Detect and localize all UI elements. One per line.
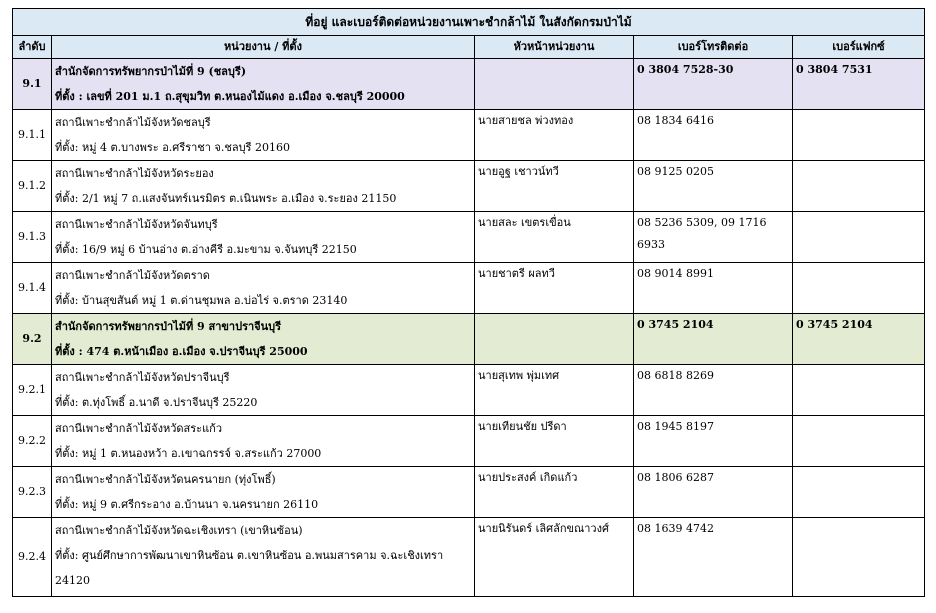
head-cell: นายสุเทพ พุ่มเทศ xyxy=(475,365,634,416)
header-phone: เบอร์โทรติดต่อ xyxy=(634,36,793,59)
header-unit: หน่วยงาน / ที่ตั้ง xyxy=(52,36,475,59)
table-row xyxy=(13,212,925,263)
phone-cell: 08 9125 0205 xyxy=(634,161,793,212)
header-seq: ลำดับ xyxy=(13,36,52,59)
head-cell: นายสายชล พ่วงทอง xyxy=(475,110,634,161)
table-row xyxy=(13,110,925,161)
head-cell: นายเทียนชัย ปรีดา xyxy=(475,416,634,467)
head-cell: นายประสงค์ เกิดแก้ว xyxy=(475,467,634,518)
unit-address: ที่ตั้ง : 474 ต.หน้าเมือง อ.เมือง จ.ปราจีนบุรี 25000 xyxy=(55,345,308,358)
table-title: ที่อยู่ และเบอร์ติดต่อหน่วยงานเพาะชำกล้าไม้ ในสังกัดกรมป่าไม้ xyxy=(13,9,925,36)
unit-name: สถานีเพาะชำกล้าไม้จังหวัดฉะเชิงเทรา (เขาหินซ้อน) xyxy=(55,524,303,537)
row-number: 9.1.3 xyxy=(13,212,52,263)
head-cell: นายอูฐ เชาวน์ทวี xyxy=(475,161,634,212)
table-row xyxy=(13,467,925,518)
header-head: หัวหน้าหน่วยงาน xyxy=(475,36,634,59)
unit-name: สถานีเพาะชำกล้าไม้จังหวัดชลบุรี xyxy=(55,116,211,129)
table-row xyxy=(13,365,925,416)
phone-cell: 08 6818 8269 xyxy=(634,365,793,416)
unit-cell xyxy=(52,263,475,314)
table-row xyxy=(13,263,925,314)
fax-cell xyxy=(793,467,925,518)
unit-name: สำนักจัดการทรัพยากรป่าไม้ที่ 9 (ชลบุรี) xyxy=(55,65,247,78)
table-row xyxy=(13,518,925,597)
table-row-office xyxy=(13,59,925,110)
unit-name: สถานีเพาะชำกล้าไม้จังหวัดปราจีนบุรี xyxy=(55,371,230,384)
phone-cell: 08 1834 6416 xyxy=(634,110,793,161)
unit-cell xyxy=(52,416,475,467)
head-cell: นายสละ เขตรเขื่อน xyxy=(475,212,634,263)
fax-cell xyxy=(793,212,925,263)
phone-cell: 08 5236 5309, 09 1716 6933 xyxy=(634,212,793,263)
head-cell: นายชาตรี ผลทวี xyxy=(475,263,634,314)
table-row xyxy=(13,416,925,467)
unit-address: ที่ตั้ง: 16/9 หมู่ 6 บ้านอ่าง ต.อ่างคีรี อ.มะขาม จ.จันทบุรี 22150 xyxy=(55,243,357,256)
fax-cell: 0 3745 2104 xyxy=(793,314,925,365)
unit-cell xyxy=(52,59,475,110)
fax-cell xyxy=(793,416,925,467)
row-number: 9.2.1 xyxy=(13,365,52,416)
fax-cell xyxy=(793,161,925,212)
phone-cell: 08 1639 4742 xyxy=(634,518,793,597)
unit-address: ที่ตั้ง: ศูนย์ศึกษาการพัฒนาเขาหินซ้อน ต.เขาหินซ้อน อ.พนมสารคาม จ.ฉะเชิงเทรา 24120 xyxy=(55,549,444,587)
unit-cell xyxy=(52,467,475,518)
head-cell xyxy=(475,314,634,365)
fax-cell: 0 3804 7531 xyxy=(793,59,925,110)
head-cell xyxy=(475,59,634,110)
unit-cell xyxy=(52,365,475,416)
phone-cell: 0 3745 2104 xyxy=(634,314,793,365)
unit-name: สถานีเพาะชำกล้าไม้จังหวัดจันทบุรี xyxy=(55,218,218,231)
unit-address: ที่ตั้ง: ต.ทุ่งโพธิ์ อ.นาดี จ.ปราจีนบุรี 25220 xyxy=(55,396,258,409)
fax-cell xyxy=(793,263,925,314)
unit-cell xyxy=(52,518,475,597)
unit-address: ที่ตั้ง: หมู่ 9 ต.ศรีกระอาง อ.บ้านนา จ.นครนายก 26110 xyxy=(55,498,319,511)
unit-name: สถานีเพาะชำกล้าไม้จังหวัดสระแก้ว xyxy=(55,422,223,435)
header-fax: เบอร์แฟกซ์ xyxy=(793,36,925,59)
row-number: 9.1.4 xyxy=(13,263,52,314)
contact-table-container xyxy=(12,8,924,597)
table-row xyxy=(13,161,925,212)
row-number: 9.2 xyxy=(13,314,52,365)
phone-cell: 08 9014 8991 xyxy=(634,263,793,314)
row-number: 9.1.1 xyxy=(13,110,52,161)
unit-address: ที่ตั้ง : เลขที่ 201 ม.1 ถ.สุขุมวิท ต.หนองไม้แดง อ.เมือง จ.ชลบุรี 20000 xyxy=(55,90,405,103)
phone-cell: 08 1945 8197 xyxy=(634,416,793,467)
fax-cell xyxy=(793,110,925,161)
table-row-office xyxy=(13,314,925,365)
nursery-contact-table xyxy=(12,8,925,597)
row-number: 9.1 xyxy=(13,59,52,110)
fax-cell xyxy=(793,365,925,416)
row-number: 9.2.4 xyxy=(13,518,52,597)
unit-name: สถานีเพาะชำกล้าไม้จังหวัดระยอง xyxy=(55,167,214,180)
phone-cell: 0 3804 7528-30 xyxy=(634,59,793,110)
fax-cell xyxy=(793,518,925,597)
unit-cell xyxy=(52,212,475,263)
row-number: 9.1.2 xyxy=(13,161,52,212)
unit-address: ที่ตั้ง: 2/1 หมู่ 7 ถ.แสงจันทร์เนรมิตร ต.เนินพระ อ.เมือง จ.ระยอง 21150 xyxy=(55,192,397,205)
unit-name: สถานีเพาะชำกล้าไม้จังหวัดนครนายก (ทุ่งโพธิ์) xyxy=(55,473,276,486)
unit-cell xyxy=(52,314,475,365)
unit-address: ที่ตั้ง: บ้านสุขสันต์ หมู่ 1 ต.ด่านชุมพล อ.บ่อไร่ จ.ตราด 23140 xyxy=(55,294,348,307)
unit-address: ที่ตั้ง: หมู่ 1 ต.หนองหว้า อ.เขาฉกรรจ์ จ.สระแก้ว 27000 xyxy=(55,447,322,460)
row-number: 9.2.2 xyxy=(13,416,52,467)
unit-cell xyxy=(52,161,475,212)
phone-cell: 08 1806 6287 xyxy=(634,467,793,518)
unit-name: สำนักจัดการทรัพยากรป่าไม้ที่ 9 สาขาปราจีนบุรี xyxy=(55,320,282,333)
unit-cell xyxy=(52,110,475,161)
unit-address: ที่ตั้ง: หมู่ 4 ต.บางพระ อ.ศรีราชา จ.ชลบุรี 20160 xyxy=(55,141,290,154)
head-cell: นายนิรันดร์ เลิศลักขณาวงศ์ xyxy=(475,518,634,597)
unit-name: สถานีเพาะชำกล้าไม้จังหวัดตราด xyxy=(55,269,210,282)
row-number: 9.2.3 xyxy=(13,467,52,518)
